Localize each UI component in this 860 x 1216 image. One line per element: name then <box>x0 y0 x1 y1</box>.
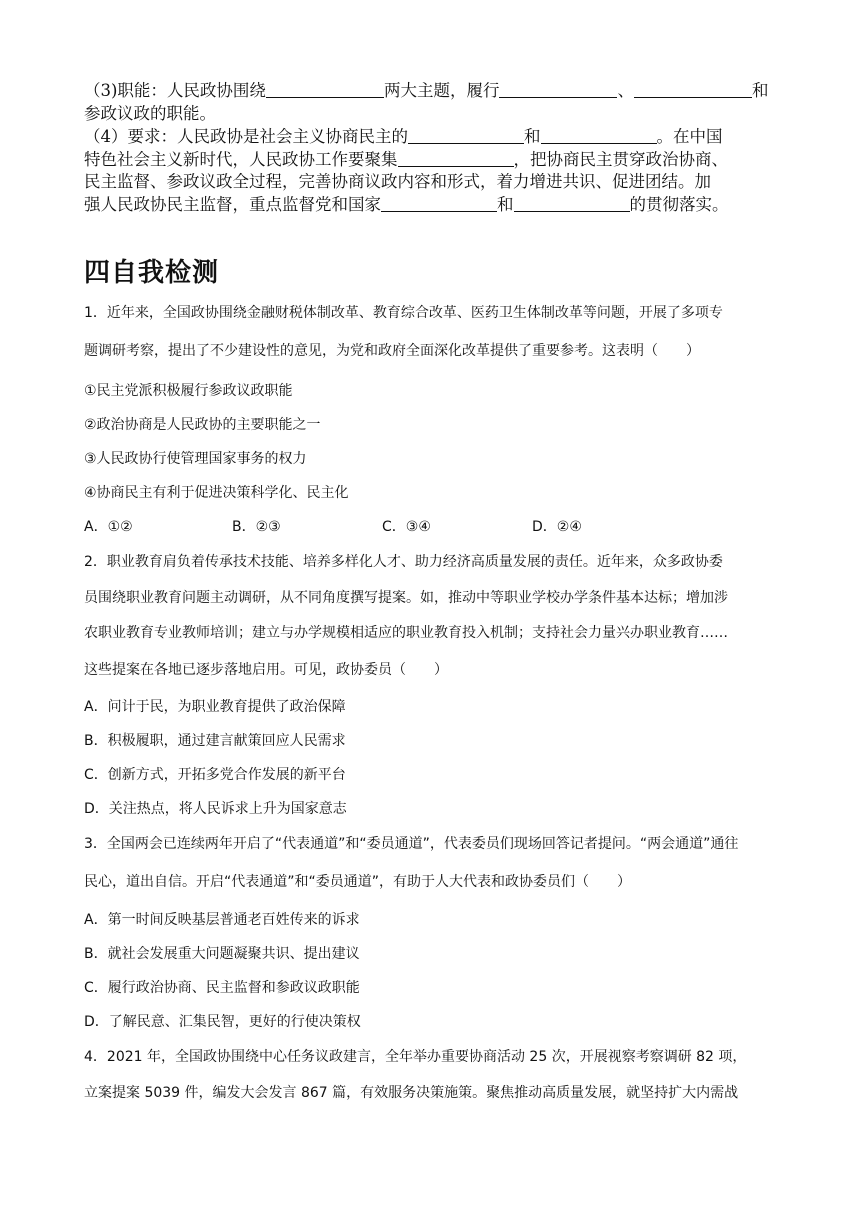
fill-blank[interactable] <box>381 196 497 212</box>
question-3-stem: 3．全国两会已连续两年开启了“代表通道”和“委员通道”，代表委员们现场回答记者提问。“两会通道”通往 <box>84 836 739 852</box>
option-d[interactable]: D．②④ <box>532 519 582 535</box>
question-4-stem: 4．2021 年，全国政协围绕中心任务议政建言，全年举办重要协商活动 25 次，开展视察考察调研 82 项， <box>84 1049 747 1065</box>
item-3-functions: （3)职能：人民政协围绕 两大主题，履行 、 和 参政议政的职能。 <box>84 81 769 123</box>
fill-blank[interactable] <box>541 128 657 144</box>
statement-1: ①民主党派积极履行参政议政职能 <box>84 383 293 399</box>
question-1-stem: 题调研考察，提出了不少建设性的意见，为党和政府全面深化改革提供了重要参考。这表明（ ） <box>84 343 700 359</box>
question-4-stem: 立案提案 5039 件，编发大会发言 867 篇，有效服务决策施策。聚焦推动高质量发展，就坚持扩大内需战 <box>84 1085 739 1101</box>
question-2-stem: 2．职业教育肩负着传承技术技能、培养多样化人才、助力经济高质量发展的责任。近年来，众多政协委 <box>84 554 723 570</box>
section-heading: 四自我检测 <box>84 258 220 288</box>
option-c[interactable]: C．履行政治协商、民主监督和参政议政职能 <box>84 980 360 996</box>
option-a[interactable]: A．第一时间反映基层普通老百姓传来的诉求 <box>84 912 360 928</box>
option-b[interactable]: B．②③ <box>232 519 281 535</box>
question-3-stem: 民心，道出自信。开启“代表通道”和“委员通道”，有助于人大代表和政协委员们（ ） <box>84 874 632 890</box>
statement-4: ④协商民主有利于促进决策科学化、民主化 <box>84 485 349 501</box>
fill-blank[interactable] <box>499 82 617 98</box>
fill-blank[interactable] <box>634 82 752 98</box>
option-d[interactable]: D．关注热点，将人民诉求上升为国家意志 <box>84 801 347 817</box>
question-2-stem: 这些提案在各地已逐步落地启用。可见，政协委员（ ） <box>84 662 448 678</box>
option-d[interactable]: D．了解民意、汇集民智，更好的行使决策权 <box>84 1014 361 1030</box>
option-a[interactable]: A．问计于民，为职业教育提供了政治保障 <box>84 699 346 715</box>
option-b[interactable]: B．积极履职，通过建言献策回应人民需求 <box>84 733 346 749</box>
fill-blank[interactable] <box>408 128 524 144</box>
option-b[interactable]: B．就社会发展重大问题凝聚共识、提出建议 <box>84 946 360 962</box>
option-a[interactable]: A．①② <box>84 519 133 535</box>
fill-blank[interactable] <box>514 196 630 212</box>
statement-3: ③人民政协行使管理国家事务的权力 <box>84 451 307 467</box>
question-1-stem: 1．近年来，全国政协围绕金融财税体制改革、教育综合改革、医药卫生体制改革等问题，开展了多项专 <box>84 305 723 321</box>
question-2-stem: 农职业教育专业教师培训；建立与办学规模相适应的职业教育投入机制；支持社会力量兴办职业教育…… <box>84 625 728 641</box>
fill-blank[interactable] <box>266 82 384 98</box>
item-4-requirements: （4）要求：人民政协是社会主义协商民主的 和 。在中国 特色社会主义新时代，人民政协工作要聚集 ，把协商民主贯穿政治协商、 民主监督、参政议政全过程，完善协商议政内容和形式，着力增进共识、促进团结。加 强人民政协民主监督，重点监督党和国家 和 的贯彻落实。 <box>84 127 729 214</box>
fill-blank[interactable] <box>398 151 514 167</box>
option-c[interactable]: C．创新方式，开拓多党合作发展的新平台 <box>84 767 346 783</box>
question-2-stem: 员围绕职业教育问题主动调研，从不同角度撰写提案。如，推动中等职业学校办学条件基本达标；增加涉 <box>84 590 728 606</box>
option-c[interactable]: C．③④ <box>382 519 431 535</box>
statement-2: ②政治协商是人民政协的主要职能之一 <box>84 417 321 433</box>
